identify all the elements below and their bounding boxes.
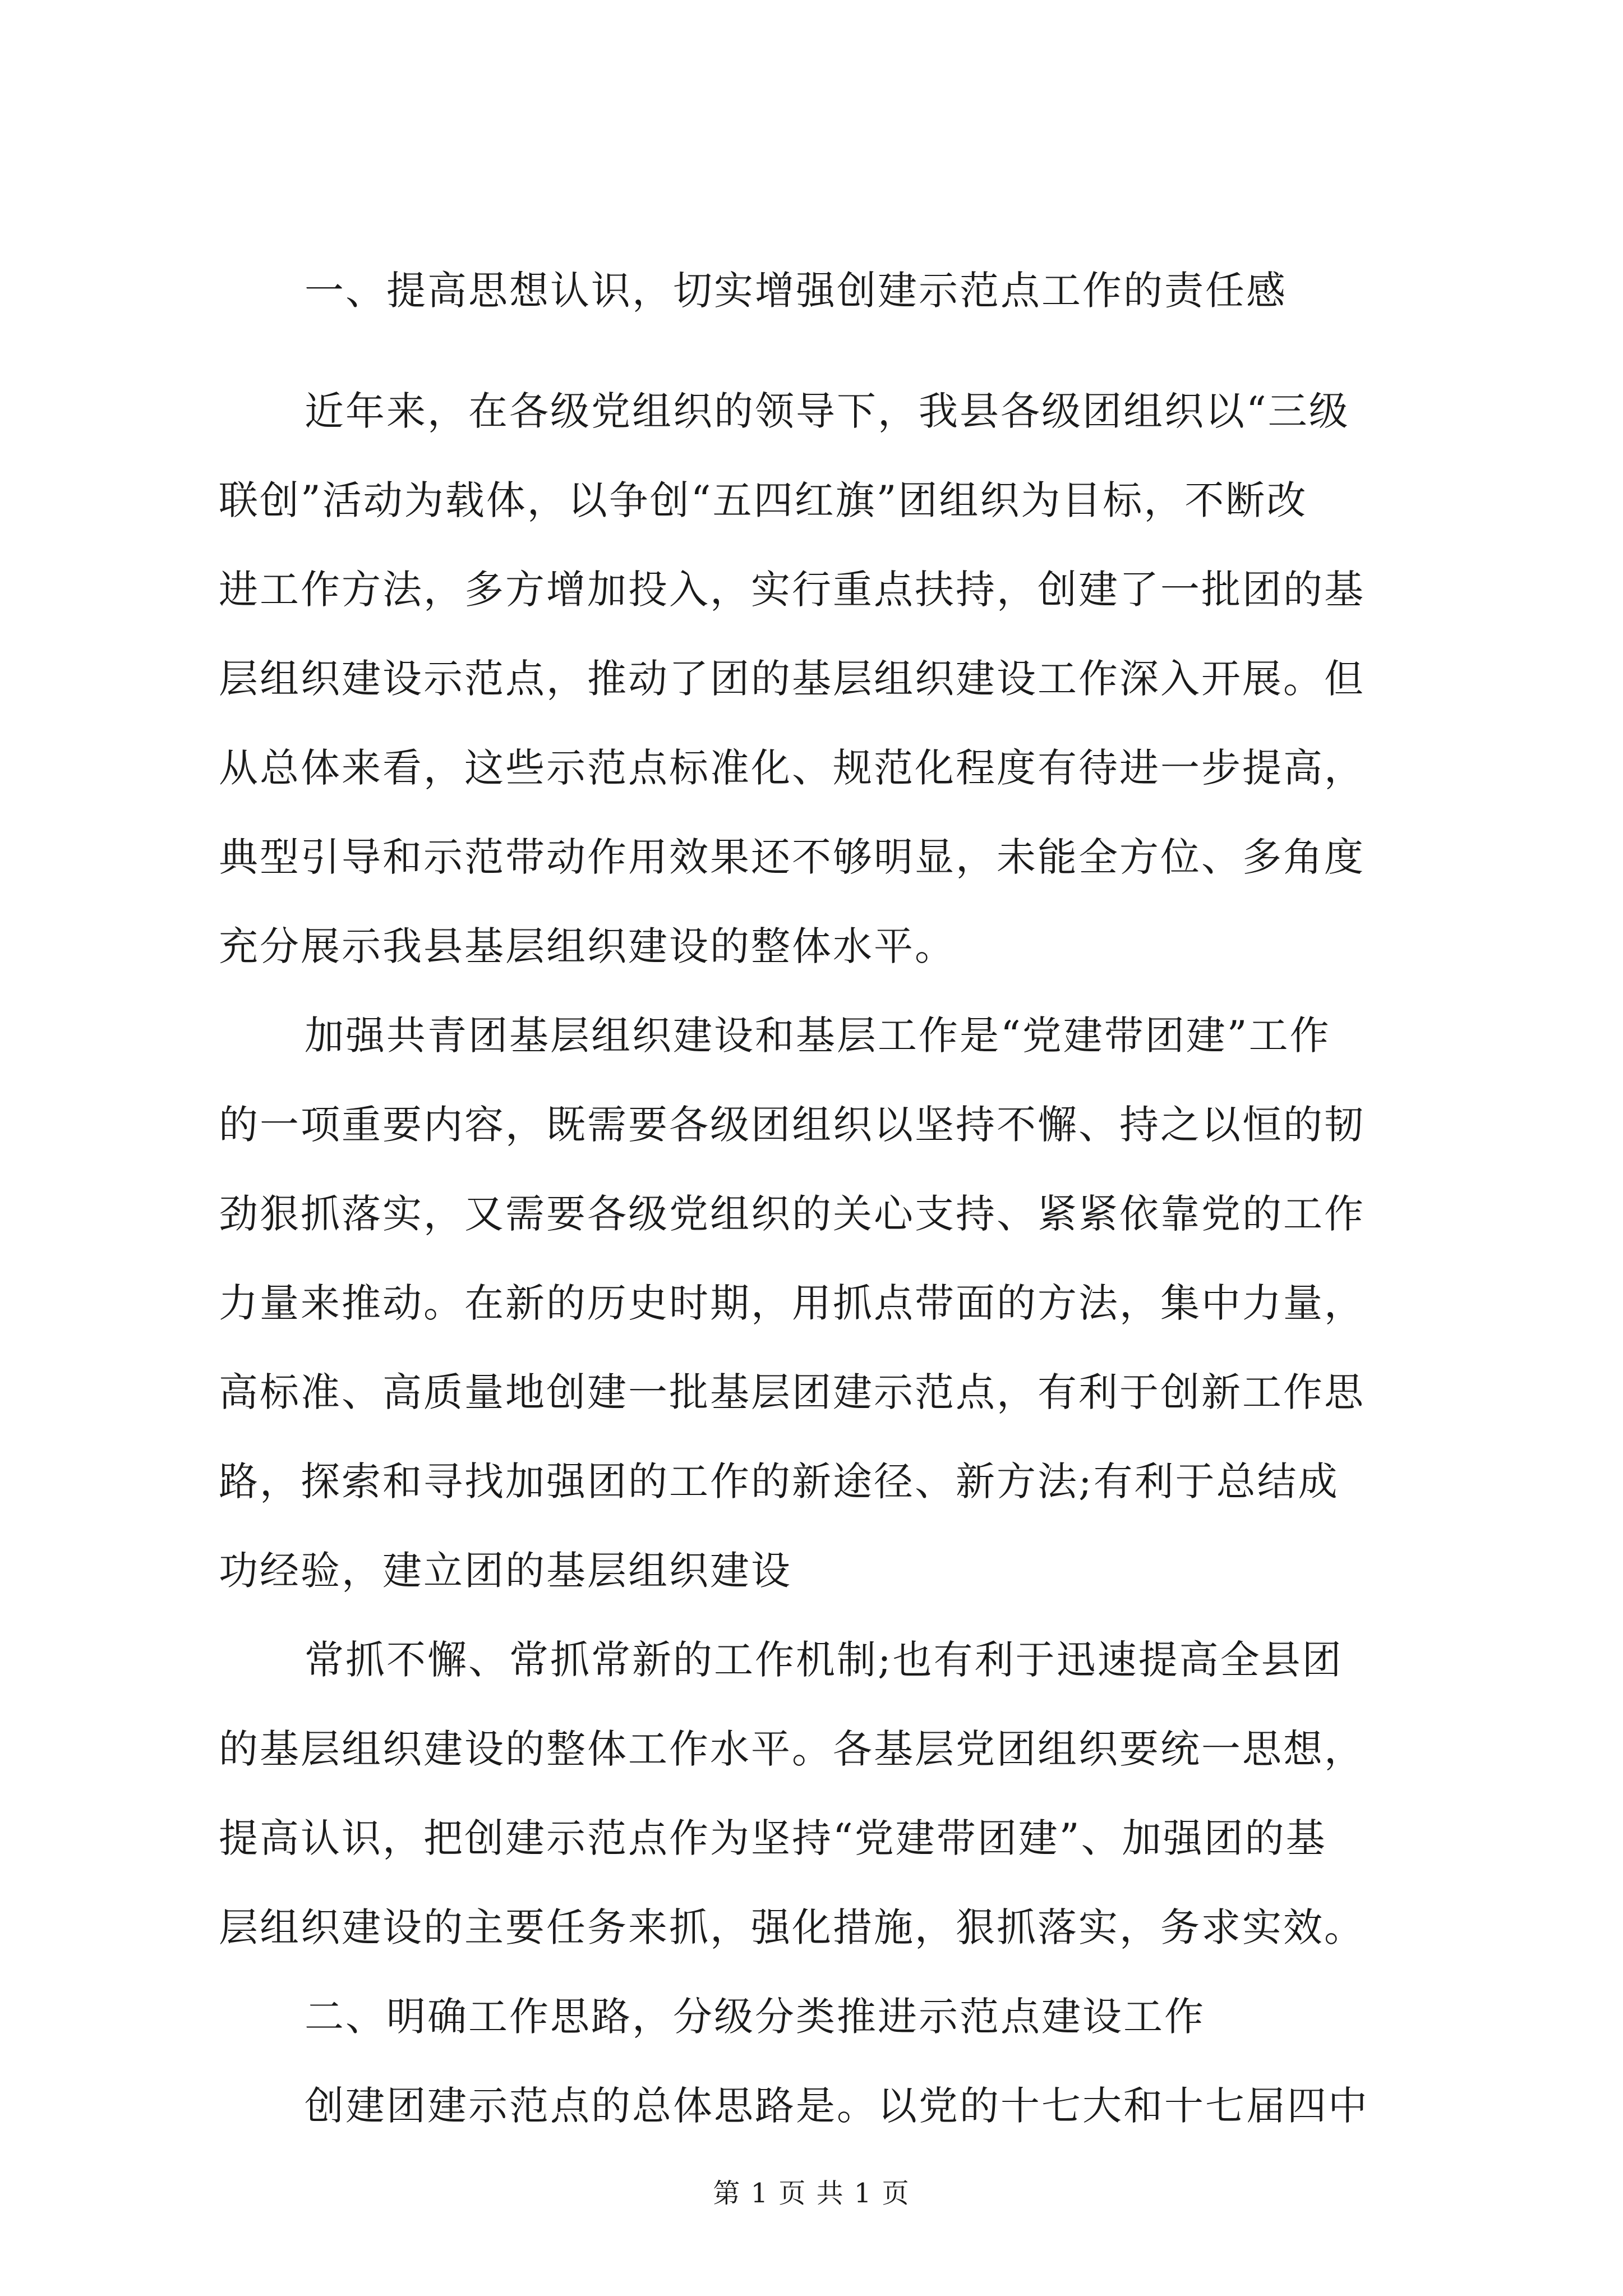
- paragraph-line: 的一项重要内容，既需要各级团组织以坚持不懈、持之以恒的韧: [219, 1102, 1365, 1148]
- paragraph-line: 劲狠抓落实，又需要各级党组织的关心支持、紧紧依靠党的工作: [219, 1191, 1365, 1237]
- paragraph-line: 层组织建设的主要任务来抓，强化措施，狠抓落实，务求实效。: [219, 1904, 1365, 1950]
- paragraph-line: 常抓不懈、常抓常新的工作机制;也有利于迅速提高全县团: [305, 1637, 1343, 1683]
- section-heading-1: 一、提高思想认识，切实增强创建示范点工作的责任感: [305, 268, 1287, 314]
- paragraph-line: 近年来，在各级党组织的领导下，我县各级团组织以“三级: [305, 388, 1350, 434]
- paragraph-line: 的基层组织建设的整体工作水平。各基层党团组织要统一思想，: [219, 1726, 1365, 1772]
- page-number-footer: 第 1 页 共 1 页: [713, 2178, 910, 2209]
- paragraph-line: 路，探索和寻找加强团的工作的新途径、新方法;有利于总结成: [219, 1458, 1339, 1504]
- paragraph-line: 提高认识，把创建示范点作为坚持“党建带团建”、加强团的基: [219, 1815, 1327, 1861]
- paragraph-line: 力量来推动。在新的历史时期，用抓点带面的方法，集中力量，: [219, 1280, 1365, 1326]
- paragraph-line: 功经验，建立团的基层组织建设: [219, 1548, 792, 1594]
- paragraph-line: 进工作方法，多方增加投入，实行重点扶持，创建了一批团的基: [219, 567, 1365, 613]
- paragraph-line: 充分展示我县基层组织建设的整体水平。: [219, 923, 956, 969]
- paragraph-line: 从总体来看，这些示范点标准化、规范化程度有待进一步提高，: [219, 745, 1365, 791]
- section-heading-2: 二、明确工作思路，分级分类推进示范点建设工作: [305, 1994, 1205, 2040]
- paragraph-line: 层组织建设示范点，推动了团的基层组织建设工作深入开展。但: [219, 656, 1365, 702]
- paragraph-line: 创建团建示范点的总体思路是。以党的十七大和十七届四中: [305, 2083, 1369, 2129]
- paragraph-line: 高标准、高质量地创建一批基层团建示范点，有利于创新工作思: [219, 1369, 1365, 1415]
- paragraph-line: 联创”活动为载体，以争创“五四红旗”团组织为目标，不断改: [219, 477, 1308, 523]
- paragraph-line: 典型引导和示范带动作用效果还不够明显，未能全方位、多角度: [219, 834, 1365, 880]
- paragraph-line: 加强共青团基层组织建设和基层工作是“党建带团建”工作: [305, 1013, 1331, 1059]
